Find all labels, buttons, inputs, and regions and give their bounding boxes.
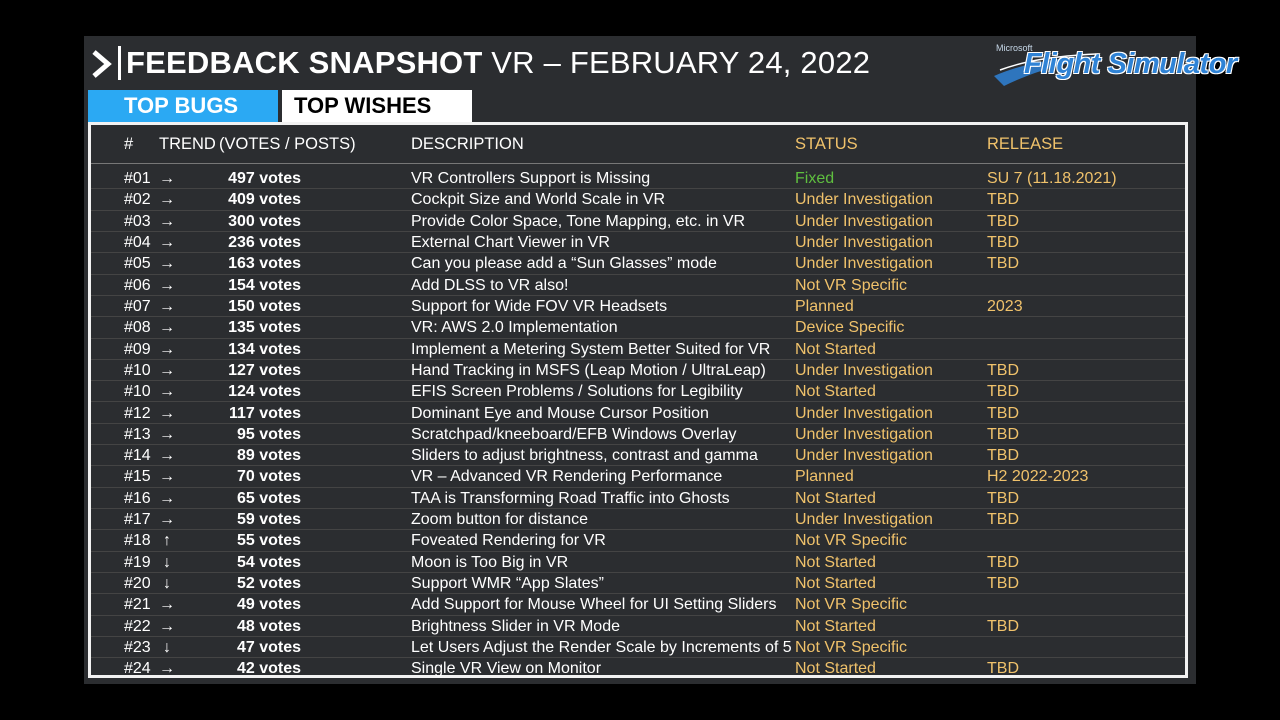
row-votes: 163 votes [228,255,301,273]
row-votes: 59 votes [236,511,301,529]
page-title-bold: FEEDBACK SNAPSHOT [126,45,483,80]
table-row [91,339,1185,360]
table-row [91,360,1185,381]
row-status: Device Specific [795,319,905,337]
table-row [91,530,1185,551]
row-status: Fixed [795,170,835,187]
row-status: Not Started [795,553,876,571]
row-num: #04 [124,233,151,251]
row-votes: 150 votes [228,297,301,315]
table-row [91,424,1185,445]
table-row [91,594,1185,615]
row-description: Hand Tracking in MSFS (Leap Motion / UltraLeap) [411,361,766,379]
trend-arrow-icon: → [159,361,175,379]
row-release: TBD [987,511,1019,529]
row-status: Under Investigation [795,255,933,273]
trend-arrow-icon: → [159,404,175,422]
header-status: STATUS [795,135,858,153]
row-description: Support WMR “App Slates” [411,575,604,593]
trend-arrow-icon: → [159,233,175,251]
table-row [91,381,1185,402]
row-description: Implement a Metering System Better Suited for VR [411,340,771,358]
row-votes: 497 votes [228,170,301,187]
row-status: Under Investigation [795,361,933,379]
table-row [91,509,1185,530]
row-description: Single VR View on Monitor [411,660,602,678]
row-status: Not VR Specific [795,276,908,294]
table-row [91,296,1185,317]
logo-product: Flight Simulator [1024,48,1237,80]
row-votes: 135 votes [228,319,301,337]
row-description: Support for Wide FOV VR Headsets [411,297,668,315]
row-num: #16 [124,489,151,507]
row-num: #20 [124,575,151,593]
row-num: #06 [124,276,151,294]
row-description: Moon is Too Big in VR [411,553,569,571]
row-num: #07 [124,297,151,315]
row-votes: 54 votes [236,553,301,571]
tab-top-wishes[interactable]: TOP WISHES [282,90,472,122]
row-release: TBD [987,255,1019,273]
row-num: #24 [124,660,151,678]
header-votes: (VOTES / POSTS) [219,135,356,153]
table-row [91,253,1185,274]
table-row [91,189,1185,210]
trend-arrow-icon: → [159,340,175,358]
row-release: TBD [987,575,1019,593]
row-num: #21 [124,596,151,614]
row-votes: 52 votes [236,575,301,593]
chevron-right-icon [90,49,114,79]
table-row [91,552,1185,573]
trend-arrow-icon: → [159,489,175,507]
header-trend: TREND [159,135,216,153]
trend-arrow-icon: ↓ [163,575,171,593]
row-votes: 154 votes [228,276,301,294]
row-release: TBD [987,212,1019,230]
row-description: Add DLSS to VR also! [411,276,569,294]
row-votes: 65 votes [236,489,301,507]
table-row [91,616,1185,637]
table-row [91,466,1185,487]
row-votes: 48 votes [236,617,301,635]
row-description: Zoom button for distance [411,511,588,529]
row-num: #05 [124,255,151,273]
row-status: Under Investigation [795,191,933,209]
row-description: VR Controllers Support is Missing [411,170,651,187]
trend-arrow-icon: → [159,297,175,315]
table-row [91,658,1185,679]
row-num: #12 [124,404,151,422]
row-status: Not Started [795,575,876,593]
row-votes: 124 votes [228,383,301,401]
feedback-table [88,122,1188,678]
trend-arrow-icon: → [159,425,175,443]
trend-arrow-icon: ↓ [163,639,171,657]
row-release: TBD [987,404,1019,422]
row-num: #23 [124,639,151,657]
table-row [91,211,1185,232]
row-status: Under Investigation [795,404,933,422]
title-divider [118,46,121,80]
row-votes: 300 votes [228,212,301,230]
row-votes: 70 votes [236,468,301,486]
row-description: External Chart Viewer in VR [411,233,610,251]
row-release: TBD [987,425,1019,443]
row-votes: 117 votes [228,404,301,422]
page-title-rest: VR – FEBRUARY 24, 2022 [482,45,871,80]
page-title [126,45,870,81]
row-release: TBD [987,447,1019,465]
row-votes: 95 votes [236,425,301,443]
row-num: #02 [124,191,151,209]
header-description: DESCRIPTION [411,135,524,153]
row-status: Under Investigation [795,447,933,465]
row-num: #15 [124,468,151,486]
trend-arrow-icon: → [159,319,175,337]
logo-maker: Microsoft [996,43,1033,53]
table-row [91,168,1185,189]
row-description: Add Support for Mouse Wheel for UI Setting Sliders [411,596,777,614]
row-num: #08 [124,319,151,337]
row-release: TBD [987,191,1019,209]
row-status: Under Investigation [795,233,933,251]
table-row [91,403,1185,424]
row-description: Provide Color Space, Tone Mapping, etc. in VR [411,212,746,230]
row-status: Not VR Specific [795,596,908,614]
row-status: Not Started [795,383,876,401]
row-num: #01 [124,170,151,187]
row-release: TBD [987,617,1019,635]
row-votes: 49 votes [236,596,301,614]
row-status: Under Investigation [795,511,933,529]
row-num: #14 [124,447,151,465]
row-votes: 134 votes [228,340,301,358]
row-votes: 42 votes [236,660,301,678]
trend-arrow-icon: → [159,383,175,401]
row-description: Can you please add a “Sun Glasses” mode [411,255,717,273]
table-row [91,275,1185,296]
row-description: Cockpit Size and World Scale in VR [411,191,666,209]
header-release: RELEASE [987,135,1064,153]
row-status: Planned [795,297,854,315]
row-description: Let Users Adjust the Render Scale by Increments of 5 [411,639,792,657]
header-divider [91,163,1185,164]
trend-arrow-icon: → [159,170,175,187]
flight-simulator-logo [992,40,1237,88]
row-num: #22 [124,617,151,635]
row-status: Not VR Specific [795,639,908,657]
row-num: #18 [124,532,151,550]
row-release: TBD [987,660,1019,678]
row-votes: 89 votes [236,447,301,465]
trend-arrow-icon: → [159,617,175,635]
row-description: Sliders to adjust brightness, contrast and gamma [411,447,758,465]
row-release: TBD [987,361,1019,379]
trend-arrow-icon: → [159,468,175,486]
row-num: #10 [124,383,151,401]
row-release: SU 7 (11.18.2021) [987,170,1117,187]
row-votes: 127 votes [228,361,301,379]
row-status: Not Started [795,340,876,358]
table-row [91,573,1185,594]
row-release: H2 2022-2023 [987,468,1089,486]
row-release: TBD [987,383,1019,401]
row-description: Foveated Rendering for VR [411,532,606,550]
row-votes: 409 votes [228,191,301,209]
row-release: TBD [987,489,1019,507]
row-votes: 55 votes [236,532,301,550]
row-num: #19 [124,553,151,571]
table-row [91,317,1185,338]
row-num: #03 [124,212,151,230]
trend-arrow-icon: → [159,447,175,465]
row-release: TBD [987,233,1019,251]
tab-top-bugs[interactable]: TOP BUGS [88,90,278,122]
row-votes: 47 votes [236,639,301,657]
table-row [91,232,1185,253]
row-status: Not Started [795,660,876,678]
row-description: VR – Advanced VR Rendering Performance [411,468,723,486]
row-description: EFIS Screen Problems / Solutions for Legibility [411,383,743,401]
row-status: Not Started [795,489,876,507]
row-status: Under Investigation [795,212,933,230]
row-votes: 236 votes [228,233,301,251]
trend-arrow-icon: → [159,660,175,678]
trend-arrow-icon: ↑ [163,532,171,550]
row-status: Not VR Specific [795,532,908,550]
trend-arrow-icon: → [159,511,175,529]
table-row [91,637,1185,658]
row-num: #13 [124,425,151,443]
trend-arrow-icon: → [159,255,175,273]
trend-arrow-icon: → [159,276,175,294]
row-num: #09 [124,340,151,358]
row-description: VR: AWS 2.0 Implementation [411,319,618,337]
row-description: TAA is Transforming Road Traffic into Ghosts [411,489,730,507]
row-num: #10 [124,361,151,379]
trend-arrow-icon: → [159,212,175,230]
snapshot-panel [84,36,1237,684]
row-status: Not Started [795,617,876,635]
row-status: Under Investigation [795,425,933,443]
row-description: Dominant Eye and Mouse Cursor Position [411,404,709,422]
table-row [91,488,1185,509]
row-status: Planned [795,468,854,486]
row-release: TBD [987,553,1019,571]
table-row [91,445,1185,466]
row-release: 2023 [987,297,1023,315]
trend-arrow-icon: → [159,596,175,614]
trend-arrow-icon: ↓ [163,553,171,571]
row-description: Scratchpad/kneeboard/EFB Windows Overlay [411,425,737,443]
title-row [84,36,1237,90]
row-num: #17 [124,511,151,529]
header-num: # [124,135,134,153]
row-description: Brightness Slider in VR Mode [411,617,620,635]
trend-arrow-icon: → [159,191,175,209]
